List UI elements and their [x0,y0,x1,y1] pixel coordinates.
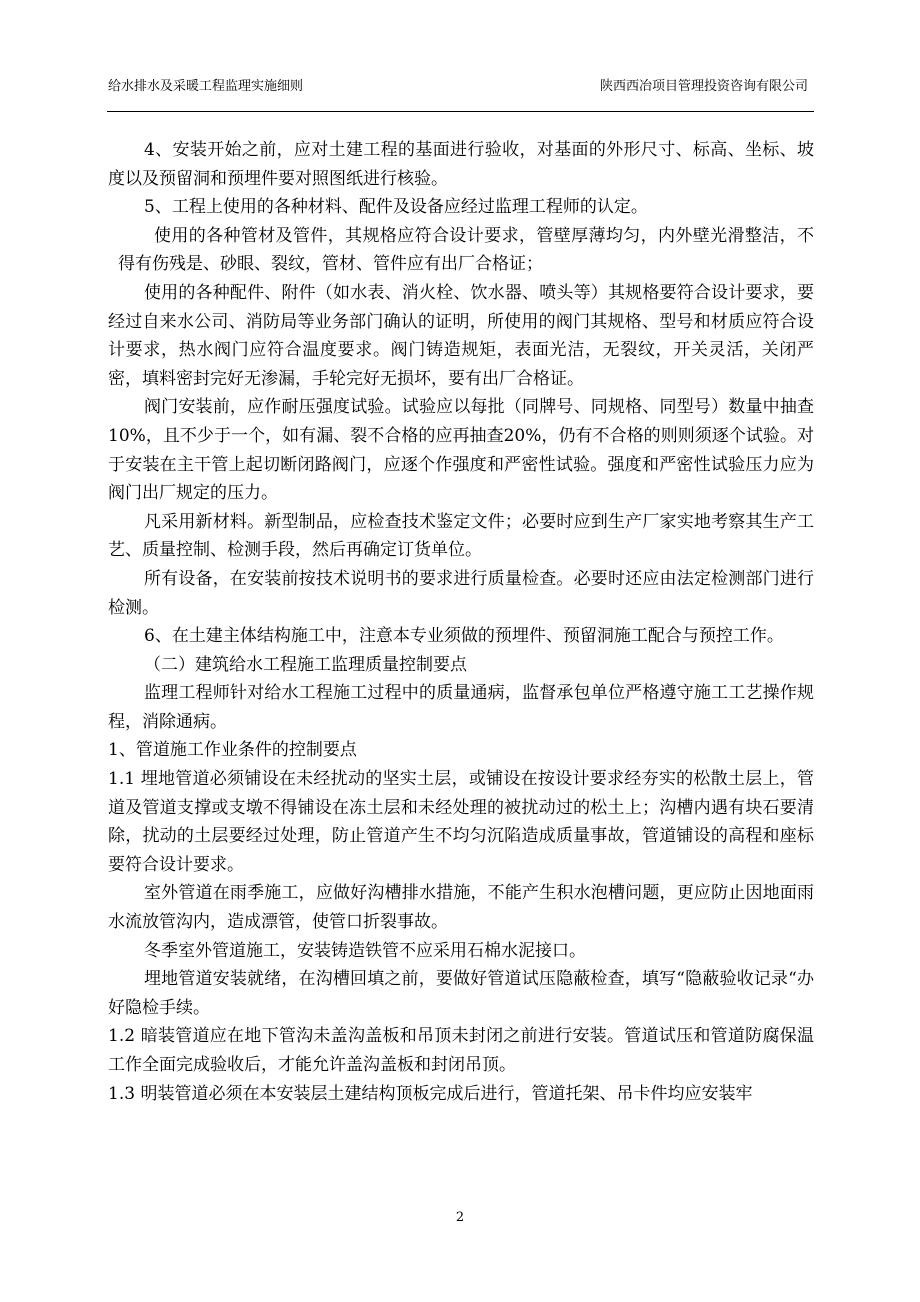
paragraph-supervision: 监理工程师针对给水工程施工过程中的质量通病，监督承包单位严格遵守施工工艺操作规程，消除通病。 [108,683,814,732]
header-company-name: 陕西西冶项目管理投资咨询有限公司 [599,79,808,94]
paragraph-1-3: 1.3 明装管道必须在本安装层土建结构顶板完成后进行，管道托架、吊卡件均应安装牢 [108,1083,753,1104]
paragraph-item-4: 4、安装开始之前，应对土建工程的基面进行验收，对基面的外形尺寸、标高、坐标、坡度以及预留洞和预埋件要对照图纸进行核验。 [108,140,814,189]
paragraph-item-5: 5、工程上使用的各种材料、配件及设备应经过监理工程师的认定。 [144,197,648,218]
section-heading: （二）建筑给水工程施工监理质量控制要点 [144,654,467,675]
paragraph-equipment-check: 所有设备，在安装前按技术说明书的要求进行质量检查。必要时还应由法定检测部门进行检测。 [108,568,814,618]
paragraph-new-materials: 凡采用新材料。新型制品，应检查技术鉴定文件；必要时应到生产厂家实地考察其生产工艺、质量控制、检测手段，然后再确定订货单位。 [108,511,814,561]
paragraph-valve-testing: 阀门安装前，应作耐压强度试验。试验应以每批（同牌号、同规格、同型号）数量中抽查10%，且不少于一个，如有漏、裂不合格的应再抽查20%，仍有不合格的则则须逐个试验。对于安装在主干管上起切断闭路阀门，应逐个作强度和严密性试验。强度和严密性试验压力应为阀门出厂规定的压力。 [108,397,814,504]
header-document-title: 给水排水及采暖工程监理实施细则 [108,79,304,94]
paragraph-winter: 冬季室外管道施工，安装铸造铁管不应采用石棉水泥接口。 [144,940,586,961]
paragraph-1-1: 1.1 埋地管道必须铺设在未经扰动的坚实土层，或铺设在按设计要求经夯实的松散土层上，管道及管道支撑或支墩不得铺设在冻土层和未经处理的被扰动过的松土上；沟槽内遇有块石要清除，扰动的土层要经过处理，防止管道产生不均匀沉陷造成质量事故，管道铺设的高程和座标要符合设计要求。 [108,769,814,875]
paragraph-buried-pipe: 埋地管道安装就绪，在沟槽回填之前，要做好管道试压隐蔽检查，填写“隐蔽验收记录“办好隐检手续。 [108,969,814,1018]
page-number: 2 [455,1210,465,1225]
page-header [108,76,814,98]
paragraph-fittings: 使用的各种配件、附件（如水表、消火栓、饮水器、喷头等）其规格要符合设计要求，要经过自来水公司、消防局等业务部门确认的证明，所使用的阀门其规格、型号和材质应符合设计要求，热水阀门应符合温度要求。阀门铸造规矩，表面光洁，无裂纹，开关灵活，关闭严密，填料密封完好无渗漏，手轮完好无损坏，要有出厂合格证。 [108,282,814,389]
paragraph-1-2: 1.2 暗装管道应在地下管沟未盖沟盖板和吊顶未封闭之前进行安装。管道试压和管道防腐保温工作全面完成验收后，才能允许盖沟盖板和封闭吊顶。 [108,1026,814,1075]
paragraph-pipe-materials: 使用的各种管材及管件，其规格应符合设计要求，管壁厚薄均匀，内外壁光滑整洁，不得有伤残是、砂眼、裂纹，管材、管件应有出厂合格证； [118,225,814,275]
document-body [108,136,814,1108]
paragraph-item-6: 6、在土建主体结构施工中，注意本专业须做的预埋件、预留洞施工配合与预控工作。 [144,626,784,647]
header-divider [107,111,814,112]
subsection-heading: 1、管道施工作业条件的控制要点 [108,740,357,761]
paragraph-rainy-season: 室外管道在雨季施工，应做好沟槽排水措施，不能产生积水泡槽问题，更应防止因地面雨水流放管沟内，造成漂管，使管口折裂事故。 [108,883,814,933]
